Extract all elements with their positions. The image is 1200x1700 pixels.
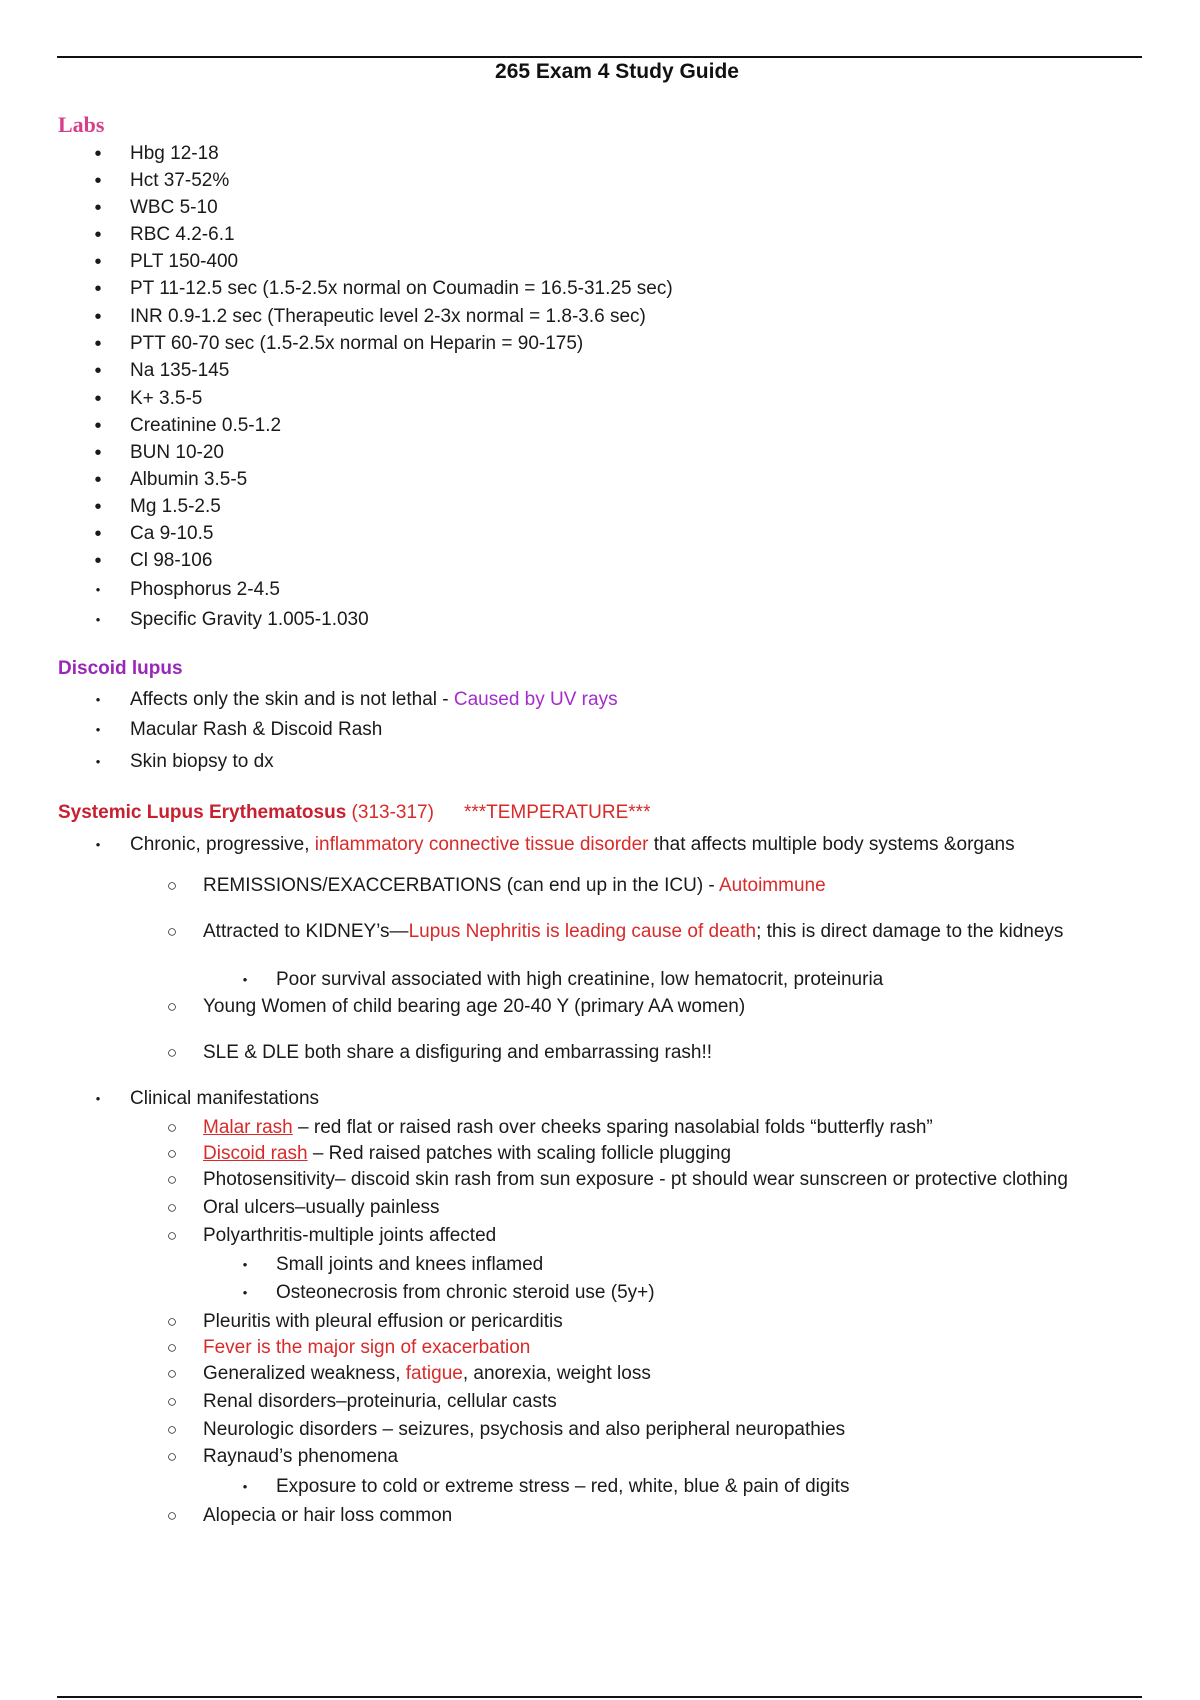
sle-remissions: REMISSIONS/EXACCERBATIONS (can end up in the ICU) - Autoimmune [203,875,826,896]
lab-item: PTT 60-70 sec (1.5-2.5x normal on Heparin = 90-175) [130,333,584,354]
bullet: • [94,360,102,382]
discoid-heading: Discoid lupus [58,658,183,679]
sle-oral-ulcers: Oral ulcers–usually painless [203,1197,440,1218]
sle-rash-share: SLE & DLE both share a disfiguring and embarrassing rash!! [203,1042,713,1063]
sle-malar-rash: Malar rash – red flat or raised rash over cheeks sparing nasolabial folds “butterfly rash” [203,1117,933,1138]
discoid-item-uv: Affects only the skin and is not lethal - Caused by UV rays [130,689,618,710]
lab-item: Cl 98-106 [130,550,213,571]
lab-item: PLT 150-400 [130,251,239,272]
bullet: • [94,442,102,464]
sle-small-joints: Small joints and knees inflamed [276,1254,544,1275]
lab-item: Hct 37-52% [130,170,230,191]
circle-bullet: ○ [166,1447,178,1466]
sle-osteonecrosis: Osteonecrosis from chronic steroid use (5y+) [276,1282,655,1303]
sle-raynaud: Raynaud’s phenomena [203,1446,399,1467]
bullet: • [94,415,102,437]
lab-item: Phosphorus 2-4.5 [130,579,280,600]
sle-alopecia: Alopecia or hair loss common [203,1505,453,1526]
bullet: • [94,333,102,355]
lab-item: Creatinine 0.5-1.2 [130,415,282,436]
discoid-item-rash: Macular Rash & Discoid Rash [130,719,383,740]
circle-bullet: ○ [166,1392,178,1411]
bullet: • [94,469,102,491]
bullet: • [94,388,102,410]
lab-item: WBC 5-10 [130,197,218,218]
sle-young-women: Young Women of child bearing age 20-40 Y (primary AA women) [203,996,746,1017]
sle-weakness: Generalized weakness, fatigue, anorexia, weight loss [203,1363,651,1384]
circle-bullet: ○ [166,876,178,895]
discoid-item-biopsy: Skin biopsy to dx [130,751,274,772]
bullet: • [94,496,102,518]
bullet: • [242,972,248,987]
bullet: • [94,224,102,246]
lab-item: PT 11-12.5 sec (1.5-2.5x normal on Coumadin = 16.5-31.25 sec) [130,278,673,299]
bullet: • [94,251,102,273]
lab-item: INR 0.9-1.2 sec (Therapeutic level 2-3x normal = 1.8-3.6 sec) [130,306,646,327]
bullet: • [94,143,102,165]
circle-bullet: ○ [166,1226,178,1245]
sle-photosensitivity: Photosensitivity– discoid skin rash from sun exposure - pt should wear sunscreen or protective clothing [203,1169,1068,1190]
lab-item: RBC 4.2-6.1 [130,224,235,245]
circle-bullet: ○ [166,1364,178,1383]
bullet: • [94,550,102,572]
circle-bullet: ○ [166,1506,178,1525]
bullet: • [242,1285,248,1300]
bullet: • [94,197,102,219]
bullet: • [95,692,101,707]
bullet: • [94,523,102,545]
sle-exposure: Exposure to cold or extreme stress – red, white, blue & pain of digits [276,1476,850,1497]
bullet: • [95,582,101,597]
bullet: • [242,1257,248,1272]
top-rule [57,56,1142,58]
sle-polyarthritis: Polyarthritis-multiple joints affected [203,1225,497,1246]
bullet: • [94,278,102,300]
bullet: • [95,837,101,852]
sle-clinical-heading: Clinical manifestations [130,1088,320,1109]
circle-bullet: ○ [166,1144,178,1163]
bottom-rule [57,1696,1142,1698]
bullet: • [95,612,101,627]
circle-bullet: ○ [166,1198,178,1217]
lab-item: Hbg 12-18 [130,143,219,164]
bullet: • [242,1479,248,1494]
sle-fever: Fever is the major sign of exacerbation [203,1337,531,1358]
circle-bullet: ○ [166,1420,178,1439]
circle-bullet: ○ [166,1170,178,1189]
bullet: • [95,1091,101,1106]
bullet: • [95,754,101,769]
circle-bullet: ○ [166,1312,178,1331]
circle-bullet: ○ [166,1338,178,1357]
bullet: • [95,722,101,737]
lab-item: Mg 1.5-2.5 [130,496,221,517]
page-title: 265 Exam 4 Study Guide [495,60,739,83]
bullet: • [94,306,102,328]
sle-discoid-rash: Discoid rash – Red raised patches with scaling follicle plugging [203,1143,732,1164]
sle-kidney: Attracted to KIDNEY’s—Lupus Nephritis is leading cause of death; this is direct damage to the kidneys [203,921,1064,942]
sle-neurologic: Neurologic disorders – seizures, psychosis and also peripheral neuropathies [203,1419,846,1440]
sle-poor-survival: Poor survival associated with high creatinine, low hematocrit, proteinuria [276,969,884,990]
labs-heading: Labs [58,112,105,137]
sle-heading: Systemic Lupus Erythematosus (313-317) ***TEMPERATURE*** [58,802,651,823]
lab-item: Na 135-145 [130,360,230,381]
bullet: • [94,170,102,192]
circle-bullet: ○ [166,1043,178,1062]
lab-item: BUN 10-20 [130,442,224,463]
lab-item: Specific Gravity 1.005-1.030 [130,609,369,630]
circle-bullet: ○ [166,997,178,1016]
lab-item: Ca 9-10.5 [130,523,214,544]
circle-bullet: ○ [166,1118,178,1137]
sle-chronic: Chronic, progressive, inflammatory connective tissue disorder that affects multiple body systems &organs [130,834,1015,855]
lab-item: K+ 3.5-5 [130,388,203,409]
sle-renal: Renal disorders–proteinuria, cellular casts [203,1391,557,1412]
sle-pleuritis: Pleuritis with pleural effusion or pericarditis [203,1311,563,1332]
lab-item: Albumin 3.5-5 [130,469,248,490]
circle-bullet: ○ [166,922,178,941]
